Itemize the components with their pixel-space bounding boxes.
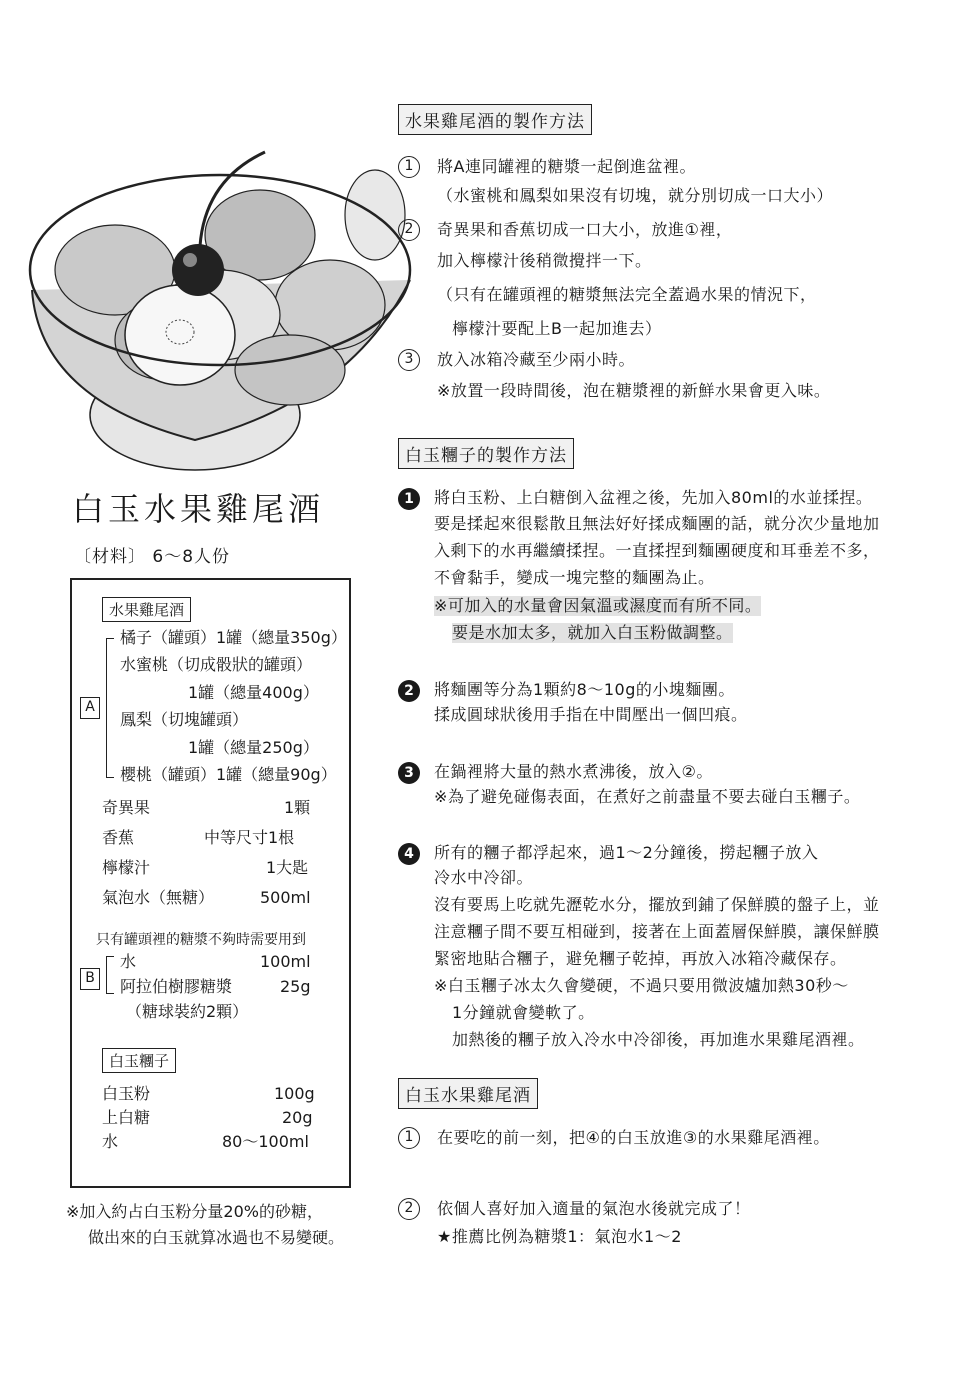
s2-step1-note1: ※可加入的水量會因氣溫或濕度而有所不同。 [434, 596, 762, 615]
s2-step3-line1: 在鍋裡將大量的熱水煮沸後，放入②。 [434, 762, 713, 781]
ingredient-b-water-amount: 100ml [260, 952, 311, 971]
s2-step1-line2: 要是揉起來很鬆散且無法好好揉成麵團的話，就分次少量地加 [434, 514, 880, 533]
ingredient-shiratama-flour: 白玉粉 [102, 1084, 151, 1103]
s1-step2-line3: （只有在罐頭裡的糖漿無法完全蓋過水果的情況下， [437, 285, 817, 304]
s2-step4-line3: 沒有要馬上吃就先瀝乾水分，擺放到鋪了保鮮膜的盤子上，並 [434, 895, 880, 914]
ingredient-banana-amount: 中等尺寸1根 [204, 828, 295, 847]
ingredient-soda-amount: 500ml [260, 888, 311, 907]
dango-label: 白玉糰子 [102, 1048, 176, 1073]
footnote-line-1: ※加入約占白玉粉分量20%的砂糖， [66, 1202, 323, 1221]
s2-step3-line2: ※為了避免碰傷表面，在煮好之前盡量不要去碰白玉糰子。 [434, 787, 861, 806]
servings-label: 〔材料〕 6〜8人份 [74, 547, 231, 567]
ingredient-soda: 氣泡水（無糖） [102, 888, 215, 907]
ingredient-sugar-amount: 20g [282, 1108, 313, 1127]
s1-step1-num: 1 [398, 156, 420, 178]
s1-step1-line1: 將A連同罐裡的糖漿一起倒進盆裡。 [437, 157, 696, 176]
s1-step2-line2: 加入檸檬汁後稍微攪拌一下。 [437, 251, 652, 270]
s1-step3-line2: ※放置一段時間後，泡在糖漿裡的新鮮水果會更入味。 [437, 381, 831, 400]
s3-step2-num: 2 [398, 1198, 420, 1220]
fruit-cocktail-label: 水果雞尾酒 [102, 597, 191, 622]
ingredient-a-6: 櫻桃（罐頭）1罐（總量90g） [120, 765, 337, 784]
s1-step2-num: 2 [398, 219, 420, 241]
ingredient-b-syrup-amount: 25g [280, 977, 311, 996]
s1-step2-line1: 奇異果和香蕉切成一口大小，放進①裡， [437, 220, 733, 239]
ingredient-a-4: 鳳梨（切塊罐頭） [120, 710, 249, 729]
section2-title: 白玉糰子的製作方法 [398, 438, 574, 469]
ingredient-kiwi-amount: 1顆 [284, 798, 311, 817]
s2-step4-line2: 冷水中冷卻。 [434, 868, 534, 887]
s2-step4-line1: 所有的糰子都浮起來，過1〜2分鐘後，撈起糰子放入 [434, 843, 819, 862]
ingredient-water-amount: 80〜100ml [222, 1132, 309, 1151]
s2-step2-num: 2 [398, 680, 420, 702]
group-b-brace [106, 956, 114, 994]
ingredient-a-5: 1罐（總量250g） [188, 738, 319, 757]
s2-step1-line1: 將白玉粉、上白糖倒入盆裡之後，先加入80ml的水並揉捏。 [434, 488, 873, 507]
s2-step1-line3: 入剩下的水再繼續揉捏。一直揉捏到麵團硬度和耳垂差不多， [434, 541, 880, 560]
group-a-brace [106, 638, 114, 778]
ingredient-lemon-juice: 檸檬汁 [102, 858, 151, 877]
ingredients-panel [70, 578, 351, 1188]
ingredient-water: 水 [102, 1132, 119, 1151]
footnote-line-2: 做出來的白玉就算冰過也不易變硬。 [88, 1228, 345, 1247]
s2-step4-line5: 緊密地貼合糰子，避免糰子乾掉，再放入冰箱冷藏保存。 [434, 949, 847, 968]
s3-step2-line1: 依個人喜好加入適量的氣泡水後就完成了！ [437, 1199, 751, 1218]
ingredient-lemon-juice-amount: 1大匙 [266, 858, 309, 877]
s3-step1-num: 1 [398, 1127, 420, 1149]
group-b-tag: B [80, 968, 100, 990]
section1-title: 水果雞尾酒的製作方法 [398, 104, 592, 135]
ingredient-sugar: 上白糖 [102, 1108, 151, 1127]
s3-step1-line1: 在要吃的前一刻，把④的白玉放進③的水果雞尾酒裡。 [437, 1128, 830, 1147]
ingredient-a-1: 橘子（罐頭）1罐（總量350g） [120, 628, 347, 647]
ingredient-kiwi: 奇異果 [102, 798, 151, 817]
fruit-cocktail-illustration [20, 140, 420, 480]
ingredient-b-water: 水 [120, 952, 137, 971]
s2-step2-line1: 將麵團等分為1顆約8〜10g的小塊麵團。 [434, 680, 735, 699]
s2-step1-line4: 不會黏手，變成一塊完整的麵團為止。 [434, 568, 715, 587]
s1-step3-line1: 放入冰箱冷藏至少兩小時。 [437, 350, 636, 369]
s2-step3-num: 3 [398, 762, 420, 784]
ingredient-shiratama-flour-amount: 100g [274, 1084, 315, 1103]
ingredient-banana: 香蕉 [102, 828, 135, 847]
s1-step2-line4: 檸檬汁要配上B一起加進去） [452, 319, 662, 338]
group-b-note: 只有罐頭裡的糖漿不夠時需要用到 [96, 932, 306, 948]
s2-step4-line6: ※白玉糰子冰太久會變硬，不過只要用微波爐加熱30秒〜 [434, 976, 849, 995]
ingredient-a-2: 水蜜桃（切成骰狀的罐頭） [120, 655, 313, 674]
section3-title: 白玉水果雞尾酒 [398, 1078, 538, 1109]
ingredient-a-3: 1罐（總量400g） [188, 683, 319, 702]
group-a-tag: A [80, 697, 100, 719]
s2-step2-line2: 揉成圓球狀後用手指在中間壓出一個凹痕。 [434, 705, 748, 724]
s1-step3-num: 3 [398, 349, 420, 371]
s2-step4-num: 4 [398, 843, 420, 865]
ingredient-b-syrup-note: （糖球裝約2顆） [126, 1002, 249, 1021]
s1-step1-line2: （水蜜桃和鳳梨如果沒有切塊，就分別切成一口大小） [437, 186, 834, 205]
s2-step4-line4: 注意糰子間不要互相碰到，接著在上面蓋層保鮮膜，讓保鮮膜 [434, 922, 880, 941]
s3-step2-line2: ★推薦比例為糖漿1：氣泡水1〜2 [437, 1227, 682, 1246]
s2-step4-line8: 加熱後的糰子放入冷水中冷卻後，再加進水果雞尾酒裡。 [452, 1030, 865, 1049]
ingredient-b-syrup: 阿拉伯樹膠糖漿 [120, 977, 233, 996]
s2-step1-note2: 要是水加太多，就加入白玉粉做調整。 [452, 623, 733, 642]
s2-step1-num: 1 [398, 488, 420, 510]
s2-step4-line7: 1分鐘就會變軟了。 [452, 1003, 595, 1022]
recipe-title: 白玉水果雞尾酒 [72, 490, 325, 528]
